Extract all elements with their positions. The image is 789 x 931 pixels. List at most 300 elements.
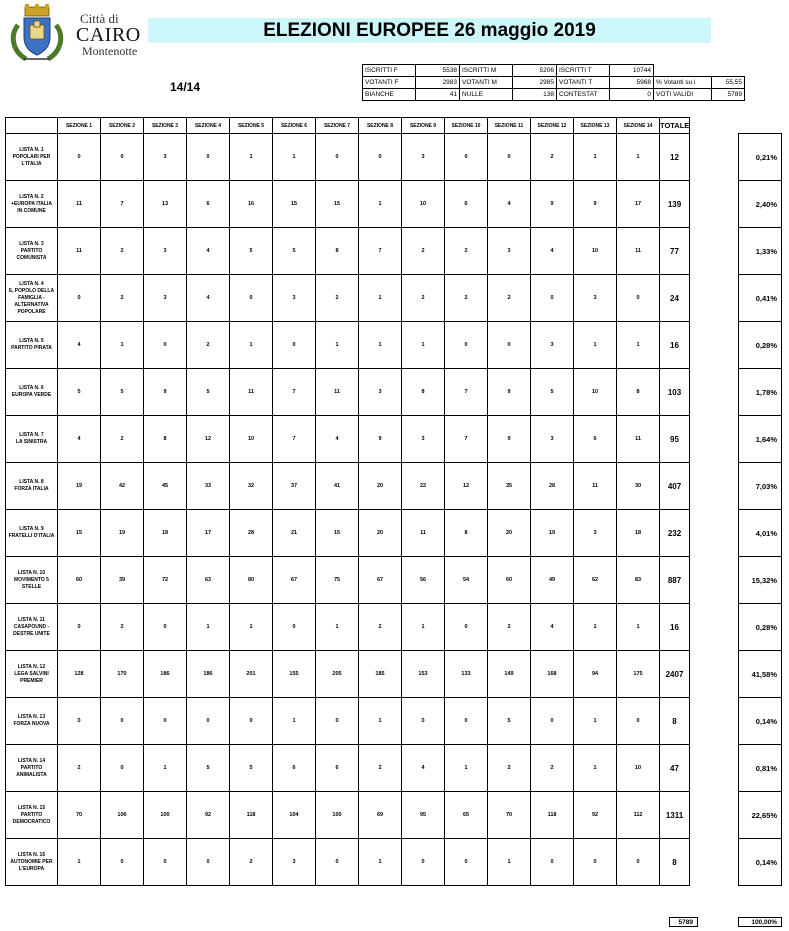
header-blank-cell: [6, 118, 58, 134]
section-vote-cell: 0: [58, 134, 101, 181]
percentage-row: [739, 839, 782, 886]
section-vote-cell: 1: [273, 698, 316, 745]
section-vote-cell: 15: [273, 181, 316, 228]
summary-label: VOTANTI T: [557, 77, 610, 89]
section-vote-cell: 1: [359, 322, 402, 369]
summary-value: 5968: [610, 77, 654, 89]
table-row: [6, 604, 690, 651]
section-vote-cell: 2: [359, 745, 402, 792]
section-vote-cell: 1: [359, 839, 402, 886]
section-vote-cell: 7: [359, 228, 402, 275]
list-name-line: ANIMALISTA: [16, 771, 47, 778]
section-vote-cell: 9: [359, 416, 402, 463]
summary-value: 41: [416, 89, 460, 101]
section-vote-cell: 2: [488, 275, 531, 322]
list-name: [6, 839, 58, 886]
list-name-line: LISTA N. 14: [17, 757, 46, 764]
section-vote-cell: 2: [531, 745, 574, 792]
section-vote-cell: 4: [58, 322, 101, 369]
percentage-row: [739, 745, 782, 792]
section-vote-cell: 0: [617, 275, 660, 322]
percentage-row: [739, 698, 782, 745]
section-vote-cell: 3: [402, 134, 445, 181]
section-vote-cell: 5: [58, 369, 101, 416]
section-vote-cell: 0: [187, 698, 230, 745]
section-vote-cell: 11: [617, 416, 660, 463]
list-name: [6, 604, 58, 651]
section-vote-cell: 1: [574, 604, 617, 651]
section-vote-cell: 0: [144, 322, 187, 369]
section-vote-cell: 0: [316, 698, 359, 745]
section-vote-cell: 2: [101, 228, 144, 275]
section-column-header: SEZIONE 6: [273, 118, 316, 134]
section-vote-cell: 1: [402, 604, 445, 651]
section-vote-cell: 11: [230, 369, 273, 416]
summary-row: [363, 65, 745, 77]
section-vote-cell: 100: [144, 792, 187, 839]
section-vote-cell: 1: [230, 322, 273, 369]
section-vote-cell: 3: [488, 228, 531, 275]
percentage-row: [739, 792, 782, 839]
section-vote-cell: 0: [402, 698, 445, 745]
row-total-cell: 1311: [660, 792, 690, 839]
section-vote-cell: 9: [488, 369, 531, 416]
section-vote-cell: 8: [617, 369, 660, 416]
table-row: [6, 510, 690, 557]
section-vote-cell: 2: [187, 322, 230, 369]
summary-row: [363, 77, 745, 89]
section-vote-cell: 1: [101, 322, 144, 369]
section-vote-cell: 1: [445, 745, 488, 792]
list-name: [6, 745, 58, 792]
section-vote-cell: 3: [531, 322, 574, 369]
section-vote-cell: 9: [574, 181, 617, 228]
section-vote-cell: 0: [101, 839, 144, 886]
section-vote-cell: 0: [58, 604, 101, 651]
section-vote-cell: 5: [230, 745, 273, 792]
list-name-line: LEGA SALVINI: [14, 670, 49, 677]
section-vote-cell: 3: [144, 134, 187, 181]
section-vote-cell: 153: [402, 651, 445, 698]
section-vote-cell: 65: [445, 792, 488, 839]
list-name-line: COMUNISTA: [16, 254, 47, 261]
table-row: [6, 416, 690, 463]
section-vote-cell: 7: [273, 369, 316, 416]
section-vote-cell: 2: [230, 839, 273, 886]
section-vote-cell: 5: [273, 228, 316, 275]
section-vote-cell: 0: [101, 745, 144, 792]
section-vote-cell: 10: [402, 181, 445, 228]
section-vote-cell: 2: [359, 604, 402, 651]
row-total-cell: 2407: [660, 651, 690, 698]
section-vote-cell: 0: [402, 839, 445, 886]
section-vote-cell: 9: [531, 181, 574, 228]
summary-value: 2983: [416, 77, 460, 89]
summary-value: 5206: [513, 65, 557, 77]
row-percentage-cell: 0,81%: [739, 745, 782, 792]
section-vote-cell: 1: [316, 322, 359, 369]
list-name-line: STELLE: [21, 583, 42, 590]
list-name-line: PREMIER: [20, 677, 43, 684]
section-vote-cell: 7: [273, 416, 316, 463]
percentage-row: [739, 557, 782, 604]
section-vote-cell: 0: [101, 698, 144, 745]
section-vote-cell: 106: [101, 792, 144, 839]
section-vote-cell: 21: [273, 510, 316, 557]
section-vote-cell: 3: [359, 369, 402, 416]
section-vote-cell: 118: [230, 792, 273, 839]
section-vote-cell: 11: [58, 181, 101, 228]
section-vote-cell: 0: [273, 322, 316, 369]
list-name: [6, 322, 58, 369]
section-vote-cell: 11: [617, 228, 660, 275]
section-column-header: SEZIONE 3: [144, 118, 187, 134]
list-name-line: LISTA N. 12: [17, 663, 46, 670]
section-vote-cell: 45: [144, 463, 187, 510]
results-header-row: [6, 118, 690, 134]
section-vote-cell: 4: [402, 745, 445, 792]
section-vote-cell: 4: [531, 228, 574, 275]
section-vote-cell: 7: [445, 416, 488, 463]
section-vote-cell: 0: [488, 134, 531, 181]
row-total-cell: 24: [660, 275, 690, 322]
row-total-cell: 407: [660, 463, 690, 510]
list-name: [6, 275, 58, 322]
row-percentage-cell: 22,65%: [739, 792, 782, 839]
row-total-cell: 16: [660, 322, 690, 369]
section-vote-cell: 1: [230, 134, 273, 181]
section-vote-cell: 2: [101, 416, 144, 463]
section-column-header: SEZIONE 13: [574, 118, 617, 134]
section-vote-cell: 2: [101, 604, 144, 651]
section-vote-cell: 149: [488, 651, 531, 698]
section-vote-cell: 54: [445, 557, 488, 604]
section-vote-cell: 118: [531, 792, 574, 839]
row-total-cell: 12: [660, 134, 690, 181]
row-total-cell: 95: [660, 416, 690, 463]
row-percentage-cell: 0,21%: [739, 134, 782, 181]
section-vote-cell: 155: [273, 651, 316, 698]
summary-row: [363, 89, 745, 101]
grand-total-percentage: 100,00%: [738, 917, 782, 927]
list-name-line: LISTA N. 16: [17, 851, 46, 858]
table-row: [6, 698, 690, 745]
section-vote-cell: 186: [187, 651, 230, 698]
section-vote-cell: 6: [445, 181, 488, 228]
summary-label: VOTI VALIDI: [654, 89, 712, 101]
row-percentage-cell: 41,58%: [739, 651, 782, 698]
section-vote-cell: 13: [144, 181, 187, 228]
section-vote-cell: 112: [617, 792, 660, 839]
section-column-header: SEZIONE 10: [445, 118, 488, 134]
percentage-row: [739, 416, 782, 463]
row-percentage-cell: 15,32%: [739, 557, 782, 604]
table-row: [6, 463, 690, 510]
section-vote-cell: 18: [617, 510, 660, 557]
list-name-line: FAMIGLIA -: [18, 294, 45, 301]
percentage-row: [739, 322, 782, 369]
section-vote-cell: 2: [316, 275, 359, 322]
section-vote-cell: 15: [316, 510, 359, 557]
row-percentage-cell: 1,78%: [739, 369, 782, 416]
section-column-header: SEZIONE 2: [101, 118, 144, 134]
list-name: [6, 228, 58, 275]
section-vote-cell: 0: [617, 698, 660, 745]
section-vote-cell: 0: [316, 839, 359, 886]
section-vote-cell: 186: [144, 651, 187, 698]
section-vote-cell: 3: [574, 275, 617, 322]
row-total-cell: 887: [660, 557, 690, 604]
section-vote-cell: 0: [144, 698, 187, 745]
section-vote-cell: 19: [101, 510, 144, 557]
results-table: [5, 117, 690, 886]
section-vote-cell: 15: [58, 510, 101, 557]
section-vote-cell: 5: [187, 369, 230, 416]
section-vote-cell: 2: [402, 228, 445, 275]
section-vote-cell: 4: [187, 228, 230, 275]
section-vote-cell: 0: [574, 839, 617, 886]
section-vote-cell: 0: [488, 322, 531, 369]
list-name-line: LISTA N. 9: [19, 526, 44, 532]
section-vote-cell: 0: [144, 839, 187, 886]
shield-icon: [24, 18, 50, 55]
percentage-row: [739, 181, 782, 228]
section-vote-cell: 15: [316, 181, 359, 228]
section-vote-cell: 2: [402, 275, 445, 322]
section-vote-cell: 2: [488, 745, 531, 792]
table-row: [6, 181, 690, 228]
summary-label: ISCRITTI T: [557, 65, 610, 77]
section-vote-cell: 4: [488, 181, 531, 228]
percentage-row: [739, 463, 782, 510]
section-vote-cell: 19: [58, 463, 101, 510]
section-vote-cell: 12: [187, 416, 230, 463]
row-percentage-cell: 7,03%: [739, 463, 782, 510]
section-vote-cell: 1: [574, 745, 617, 792]
list-name-line: DESTRE UNITE: [13, 630, 50, 637]
list-name-line: EUROPA VERDE: [11, 392, 52, 398]
summary-label: VOTANTI F: [363, 77, 416, 89]
section-vote-cell: 6: [187, 181, 230, 228]
section-vote-cell: 18: [144, 510, 187, 557]
section-vote-cell: 49: [531, 557, 574, 604]
city-label: Città di: [80, 11, 119, 26]
section-vote-cell: 8: [316, 228, 359, 275]
table-row: [6, 792, 690, 839]
list-name: [6, 181, 58, 228]
list-name-line: LISTA N. 8: [19, 479, 44, 485]
summary-value: [712, 65, 745, 77]
list-name-line: LA SINISTRA: [15, 439, 48, 445]
city-subname: Montenotte: [82, 44, 138, 58]
row-total-cell: 139: [660, 181, 690, 228]
section-vote-cell: 1: [617, 322, 660, 369]
list-name-line: FORZA NUOVA: [13, 721, 50, 727]
list-name-line: LISTA N. 7: [19, 432, 44, 438]
section-vote-cell: 20: [488, 510, 531, 557]
section-vote-cell: 94: [574, 651, 617, 698]
total-column-header: TOTALE: [660, 118, 690, 134]
list-name-line: ALTERNATIVA: [14, 301, 49, 308]
list-name: [6, 463, 58, 510]
percentage-row: [739, 228, 782, 275]
row-total-cell: 103: [660, 369, 690, 416]
row-percentage-cell: 1,33%: [739, 228, 782, 275]
section-vote-cell: 80: [230, 557, 273, 604]
section-vote-cell: 11: [402, 510, 445, 557]
section-vote-cell: 1: [359, 181, 402, 228]
section-vote-cell: 33: [187, 463, 230, 510]
list-name-line: L'ITALIA: [21, 160, 42, 167]
section-vote-cell: 3: [531, 416, 574, 463]
summary-value: 55,55: [712, 77, 745, 89]
section-vote-cell: 185: [359, 651, 402, 698]
table-row: [6, 275, 690, 322]
section-vote-cell: 0: [531, 839, 574, 886]
section-vote-cell: 8: [402, 369, 445, 416]
section-vote-cell: 4: [187, 275, 230, 322]
section-vote-cell: 0: [531, 275, 574, 322]
list-name-line: LISTA N. 10: [17, 569, 46, 576]
section-vote-cell: 20: [359, 510, 402, 557]
section-vote-cell: 22: [402, 463, 445, 510]
percentage-row: [739, 369, 782, 416]
row-total-cell: 77: [660, 228, 690, 275]
row-total-cell: 47: [660, 745, 690, 792]
section-vote-cell: 1: [488, 839, 531, 886]
section-vote-cell: 19: [531, 510, 574, 557]
section-vote-cell: 4: [58, 416, 101, 463]
section-vote-cell: 1: [187, 604, 230, 651]
summary-label: NULLE: [460, 89, 513, 101]
section-vote-cell: 3: [273, 275, 316, 322]
list-name-line: LISTA N. 4: [19, 280, 44, 287]
section-vote-cell: 92: [187, 792, 230, 839]
section-vote-cell: 0: [101, 134, 144, 181]
table-row: [6, 745, 690, 792]
summary-label: BIANCHE: [363, 89, 416, 101]
list-name: [6, 510, 58, 557]
page-number: 14/14: [170, 80, 201, 94]
section-vote-cell: 41: [316, 463, 359, 510]
summary-label: CONTESTAT: [557, 89, 610, 101]
section-vote-cell: 1: [359, 275, 402, 322]
table-row: [6, 839, 690, 886]
row-total-cell: 16: [660, 604, 690, 651]
section-column-header: SEZIONE 9: [402, 118, 445, 134]
section-vote-cell: 2: [101, 275, 144, 322]
section-vote-cell: 70: [58, 792, 101, 839]
list-name: [6, 416, 58, 463]
list-name-line: DEMOCRATICO: [12, 818, 51, 825]
section-vote-cell: 1: [617, 134, 660, 181]
section-vote-cell: 1: [230, 604, 273, 651]
list-name-line: AUTONOMIE PER: [10, 858, 53, 865]
row-percentage-cell: 0,14%: [739, 839, 782, 886]
section-vote-cell: 0: [144, 604, 187, 651]
list-name-line: +EUROPA ITALIA: [11, 200, 52, 207]
section-vote-cell: 9: [488, 416, 531, 463]
section-vote-cell: 7: [101, 181, 144, 228]
list-name-line: CASAPOUND -: [13, 623, 50, 630]
section-column-header: SEZIONE 14: [617, 118, 660, 134]
section-vote-cell: 175: [617, 651, 660, 698]
section-vote-cell: 17: [617, 181, 660, 228]
section-vote-cell: 63: [187, 557, 230, 604]
section-vote-cell: 2: [531, 134, 574, 181]
section-column-header: SEZIONE 4: [187, 118, 230, 134]
list-name-line: POPOLARE: [17, 308, 46, 315]
section-vote-cell: 11: [316, 369, 359, 416]
list-name-line: MOVIMENTO 5: [14, 576, 49, 583]
list-name-line: L'EUROPA: [18, 865, 45, 872]
list-name-line: LISTA N. 15: [17, 804, 46, 811]
section-vote-cell: 0: [187, 134, 230, 181]
summary-label: [654, 65, 712, 77]
section-vote-cell: 0: [316, 134, 359, 181]
section-vote-cell: 1: [316, 604, 359, 651]
percentage-row: [739, 510, 782, 557]
table-row: [6, 369, 690, 416]
section-vote-cell: 2: [445, 275, 488, 322]
section-vote-cell: 28: [531, 463, 574, 510]
section-vote-cell: 10: [230, 416, 273, 463]
list-name-line: LISTA N. 13: [17, 714, 46, 720]
section-vote-cell: 7: [445, 369, 488, 416]
percentage-row: [739, 604, 782, 651]
list-name: [6, 134, 58, 181]
section-vote-cell: 69: [359, 792, 402, 839]
section-column-header: SEZIONE 1: [58, 118, 101, 134]
section-vote-cell: 10: [574, 369, 617, 416]
list-name-line: LISTA N. 3: [19, 240, 44, 247]
section-vote-cell: 92: [574, 792, 617, 839]
section-vote-cell: 0: [445, 322, 488, 369]
section-vote-cell: 4: [316, 416, 359, 463]
section-column-header: SEZIONE 12: [531, 118, 574, 134]
section-vote-cell: 6: [574, 416, 617, 463]
list-name-line: PARTITO: [20, 247, 43, 254]
row-percentage-cell: 0,28%: [739, 604, 782, 651]
percentage-row: [739, 275, 782, 322]
section-vote-cell: 37: [273, 463, 316, 510]
list-name: [6, 557, 58, 604]
section-vote-cell: 10: [574, 228, 617, 275]
section-column-header: SEZIONE 8: [359, 118, 402, 134]
section-vote-cell: 60: [488, 557, 531, 604]
section-vote-cell: 3: [574, 510, 617, 557]
summary-value: 5789: [712, 89, 745, 101]
section-vote-cell: 0: [359, 134, 402, 181]
row-percentage-cell: 4,01%: [739, 510, 782, 557]
section-vote-cell: 6: [273, 745, 316, 792]
document-title: ELEZIONI EUROPEE 26 maggio 2019: [148, 18, 711, 43]
list-name-line: PARTITO: [20, 764, 43, 771]
section-vote-cell: 3: [144, 228, 187, 275]
section-vote-cell: 0: [617, 839, 660, 886]
section-vote-cell: 30: [617, 463, 660, 510]
section-vote-cell: 2: [445, 228, 488, 275]
list-name: [6, 651, 58, 698]
section-vote-cell: 5: [101, 369, 144, 416]
city-name: CAIRO: [76, 24, 141, 46]
section-vote-cell: 5: [187, 745, 230, 792]
crown-icon: [25, 4, 49, 16]
table-row: [6, 651, 690, 698]
section-vote-cell: 201: [230, 651, 273, 698]
section-vote-cell: 67: [273, 557, 316, 604]
section-vote-cell: 168: [531, 651, 574, 698]
